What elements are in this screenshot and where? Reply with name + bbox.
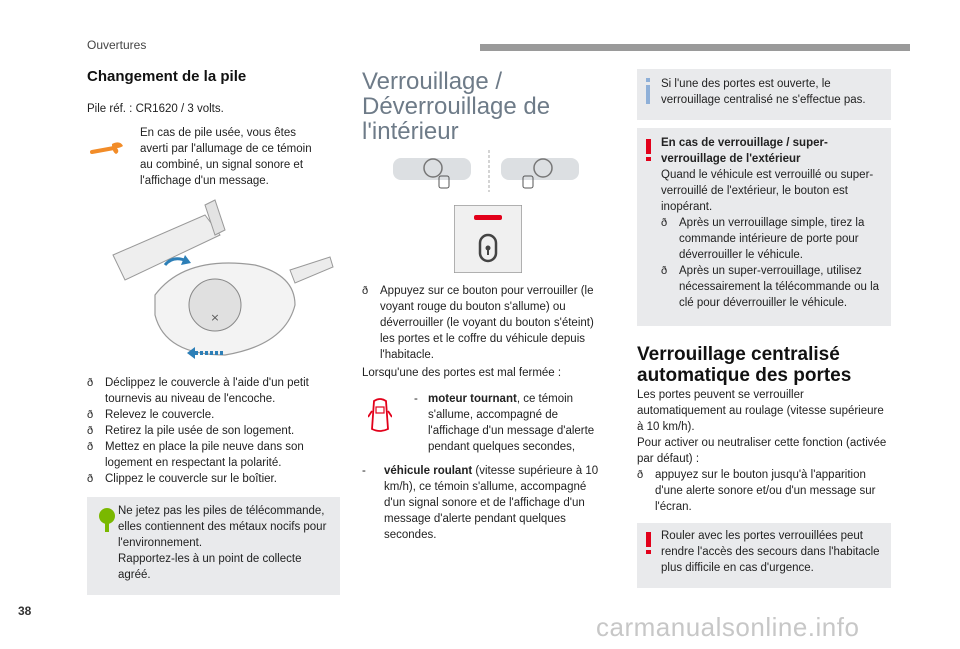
auto-lock-step: ð appuyez sur le bouton jusqu'à l'apparition d'une alerte sonore et/ou d'un message sur l'écran.	[637, 467, 892, 515]
watermark: carmanualsonline.info	[596, 612, 860, 642]
auto-lock-section-title	[637, 344, 851, 386]
case-label: véhicule roulant	[384, 465, 473, 477]
interior-lock-title	[362, 69, 550, 144]
environment-note-box	[87, 497, 340, 595]
auto-lock-description	[637, 387, 892, 515]
title-line: Déverrouillage de	[362, 93, 551, 120]
battery-warning-text: En cas de pile usée, vous êtes averti par l'allumage de ce témoin au combiné, un signal sonore et l'affichage d'un message.	[140, 127, 312, 187]
warning-title: En cas de verrouillage / super-verrouillage de l'extérieur	[661, 137, 828, 165]
engine-running-case: - moteur tournant, ce témoin s'allume, accompagné de l'affichage d'un message d'alerte pendant quelques secondes,	[414, 393, 595, 453]
exclamation-icon	[646, 139, 651, 166]
warning-text: Quand le véhicule est verrouillé ou super-verrouillé de l'extérieur, le bouton est inopérant.	[661, 169, 874, 213]
title-line: l'intérieur	[362, 118, 459, 145]
battery-section-title: Changement de la pile	[87, 68, 247, 85]
battery-steps	[87, 375, 332, 487]
bottom-warning-text: Rouler avec les portes verrouillées peut rendre l'accès des secours dans l'habitacle plus difficile en cas d'urgence.	[661, 530, 880, 574]
info-icon	[646, 78, 650, 104]
battery-step: ð Déclippez le couvercle à l'aide d'un petit tournevis au niveau de l'encoche.	[87, 375, 332, 407]
lock-step-text: ð Appuyez sur ce bouton pour verrouiller (le voyant rouge du bouton s'allume) ou déverrouiller (le voyant du bouton s'éteint) les portes et le coffre du véhicule depuis l'habitacle.	[362, 283, 610, 363]
battery-step: ð Relevez le couvercle.	[87, 407, 332, 423]
info-note-text: Si l'une des portes est ouverte, le verrouillage centralisé ne s'effectue pas.	[661, 78, 866, 106]
external-lock-warning-box	[637, 128, 891, 326]
door-open-intro: Lorsqu'une des portes est mal fermée :	[362, 367, 562, 379]
car-door-open-icon	[368, 397, 392, 435]
wrench-warning-icon	[90, 138, 126, 158]
bottom-warning-box	[637, 523, 891, 588]
tree-icon	[97, 507, 117, 538]
title-line: Verrouillage centralisé	[637, 344, 840, 365]
battery-step: ð Retirez la pile usée de son logement.	[87, 423, 332, 439]
warning-step: ð Après un super-verrouillage, utilisez nécessairement la télécommande ou la clé pour déverrouiller le véhicule.	[661, 263, 885, 311]
lock-step	[362, 283, 610, 363]
case-label: moteur tournant	[428, 393, 517, 405]
case-text: (vitesse supérieure à 10 km/h), ce témoin s'allume, accompagné d'un signal sonore et de l'affichage d'un message d'alerte pendant quelques secondes.	[384, 465, 599, 541]
auto-lock-text: Les portes peuvent se verrouiller automatiquement au roulage (vitesse supérieure à 10 km/h).	[637, 389, 884, 433]
battery-reference: Pile réf. : CR1620 / 3 volts.	[87, 103, 224, 115]
battery-step: ð Clippez le couvercle sur le boîtier.	[87, 471, 332, 487]
key-fob-illustration	[95, 195, 335, 375]
info-note-box	[637, 69, 891, 120]
title-line: Verrouillage /	[362, 68, 503, 95]
title-line: automatique des portes	[637, 365, 852, 386]
case-text: , ce témoin s'allume, accompagné de l'affichage d'un message d'alerte pendant quelques secondes,	[428, 393, 595, 453]
battery-step: ð Mettez en place la pile neuve dans son logement en respectant la polarité.	[87, 439, 332, 471]
environment-note-line: Rapportez-les à un point de collecte agréé.	[118, 553, 302, 581]
central-lock-button[interactable]	[454, 205, 522, 273]
vehicle-moving-case: - véhicule roulant (vitesse supérieure à 10 km/h), ce témoin s'allume, accompagné d'un signal sonore et de l'affichage d'un message d'alerte pendant quelques secondes.	[362, 465, 599, 541]
svg-text:×: ×	[210, 311, 220, 324]
environment-note-line: Ne jetez pas les piles de télécommande, elles contiennent des métaux nocifs pour l'environnement.	[118, 505, 327, 549]
section-header: Ouvertures	[87, 38, 147, 52]
page-number: 38	[18, 604, 32, 618]
warning-step: ð Après un verrouillage simple, tirez la commande intérieure de porte pour déverrouiller le véhicule.	[661, 215, 885, 263]
header-bar	[480, 44, 910, 51]
steering-lock-illustration	[393, 150, 585, 192]
auto-lock-text: Pour activer ou neutraliser cette fonction (activée par défaut) :	[637, 437, 887, 465]
exclamation-icon	[646, 532, 651, 559]
